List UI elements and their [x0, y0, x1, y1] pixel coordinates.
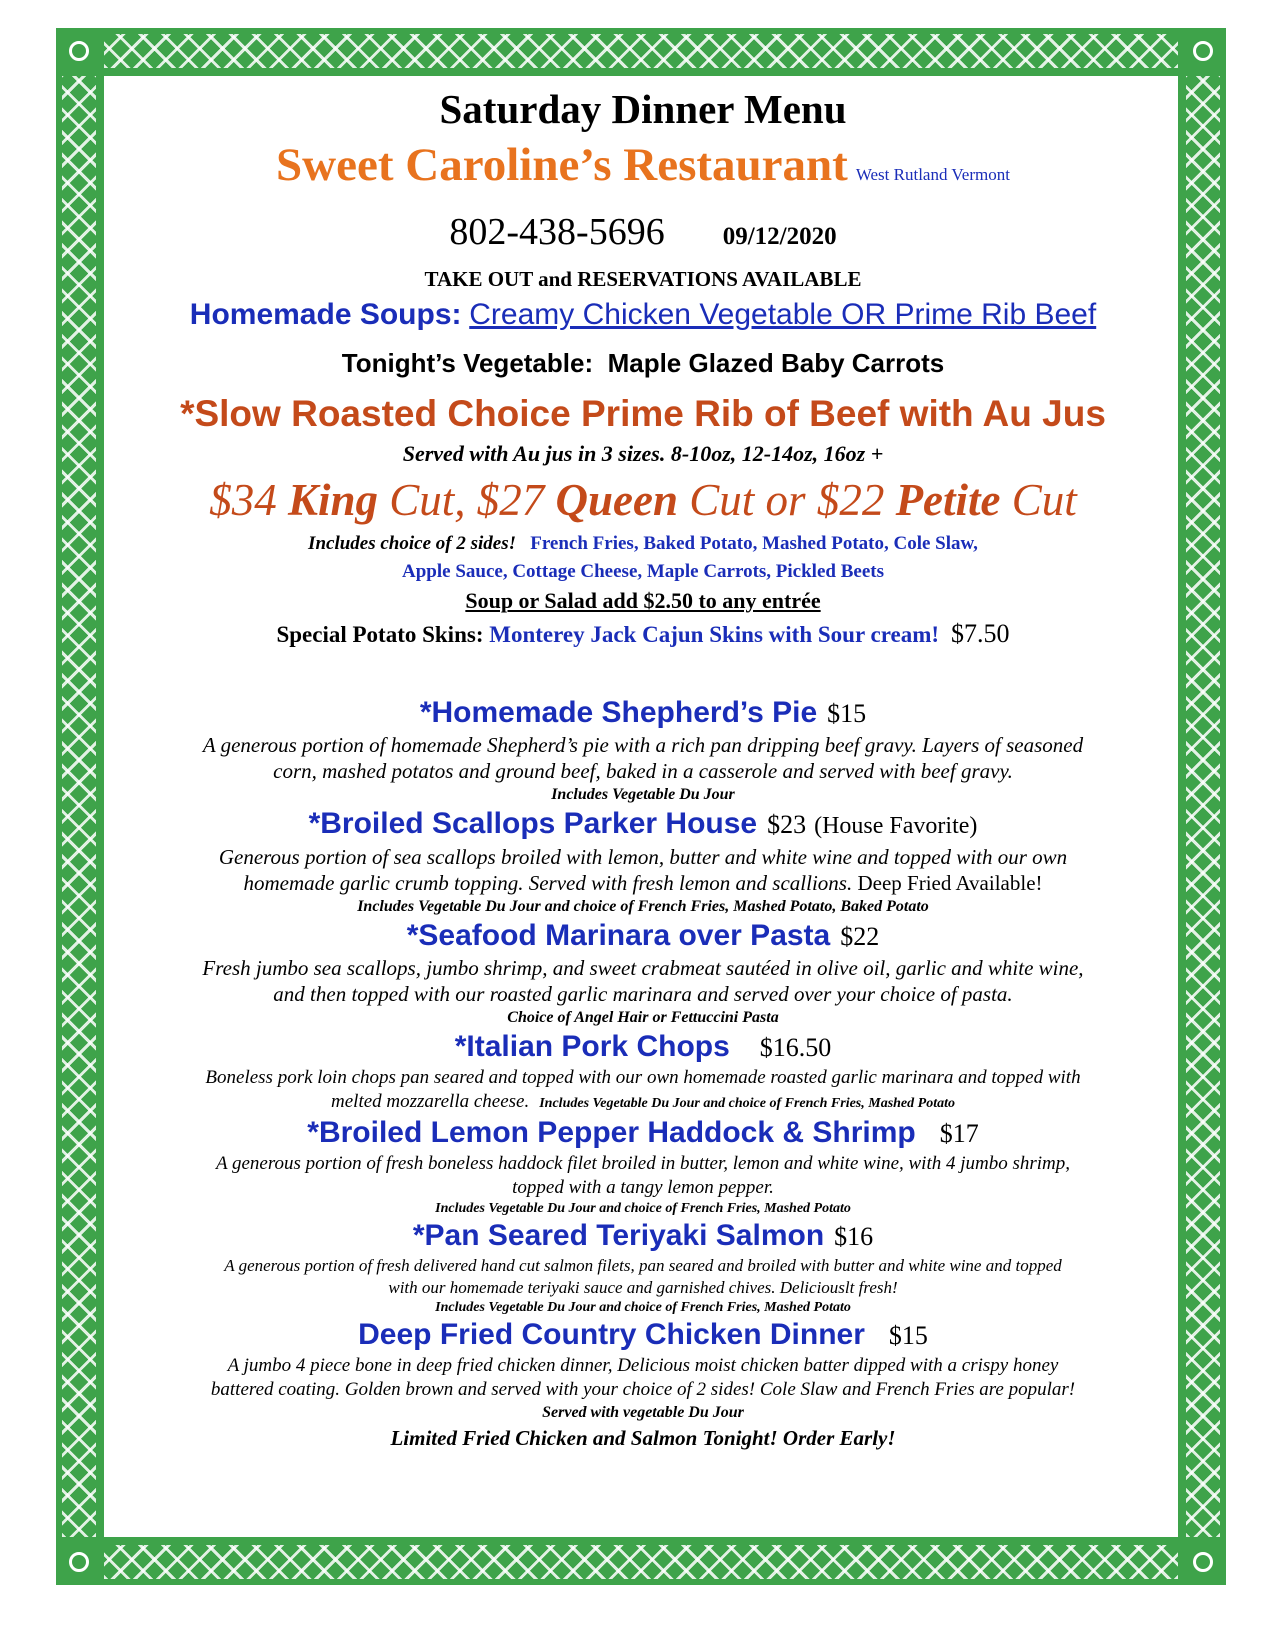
corner-ornament-icon [1186, 1545, 1220, 1579]
item-description: Boneless pork loin chops pan seared and topped with our own homemade roasted garlic marinara and topped with [205, 1067, 1081, 1088]
item-includes: Choice of Angel Hair or Fettuccini Pasta [507, 1009, 779, 1026]
cut-word: Cut [1011, 475, 1077, 525]
item-name: *Seafood Marinara over Pasta [406, 919, 831, 952]
item-includes: Includes Vegetable Du Jour and choice of French Fries, Mashed Potato [435, 1201, 851, 1216]
item-name: *Broiled Lemon Pepper Haddock & Shrimp [307, 1116, 916, 1149]
item-description: Fresh jumbo sea scallops, jumbo shrimp, and sweet crabmeat sautéed in olive oil, garlic and white wine, [202, 956, 1084, 980]
item-description: topped with a tangy lemon pepper. [512, 1177, 774, 1198]
soups-row [104, 293, 1182, 336]
sides-list-2: Apple Sauce, Cottage Cheese, Maple Carrots, Pickled Beets [402, 561, 884, 582]
sides-line-1 [104, 530, 1182, 558]
border-braid-top [104, 34, 1178, 68]
item-description: A generous portion of fresh boneless haddock filet broiled in butter, lemon and white wine, with 4 jumbo shrimp, [215, 1153, 1071, 1174]
item-name: *Homemade Shepherd’s Pie [419, 696, 818, 729]
menu-date: 09/12/2020 [722, 223, 837, 250]
item-price: $15 [827, 699, 867, 728]
item-includes: Includes Vegetable Du Jour [551, 786, 735, 803]
soups-label: Homemade Soups: [189, 298, 462, 331]
item-description: A generous portion of homemade Shepherd’s pie with a rich pan dripping beef gravy. Layers of seasoned [202, 733, 1084, 757]
item-description: and then topped with our roasted garlic marinara and served over your choice of pasta. [273, 982, 1013, 1006]
item-description: Generous portion of sea scallops broiled with lemon, butter and white wine and topped with our own [218, 845, 1068, 869]
item-price: $15 [888, 1321, 928, 1350]
restaurant-name: Sweet Caroline’s Restaurant [276, 139, 848, 191]
item-note: (House Favorite) [814, 813, 978, 839]
petite-price: $22 [816, 475, 885, 525]
prime-rib-prices [104, 470, 1182, 530]
soups-value: Creamy Chicken Vegetable OR Prime Rib Beef [469, 298, 1097, 331]
item-includes: Includes Vegetable Du Jour and choice of French Fries, Mashed Potato [435, 1300, 851, 1315]
prime-rib-title: *Slow Roasted Choice Prime Rib of Beef with Au Jus [180, 393, 1106, 434]
item-price: $17 [939, 1119, 979, 1148]
item-name: *Pan Seared Teriyaki Salmon [412, 1219, 825, 1252]
menu-item [104, 1218, 1182, 1317]
king-price: $34 [209, 475, 277, 525]
sides-list-1: French Fries, Baked Potato, Mashed Potato, Cole Slaw, [530, 533, 978, 554]
cut-word: Cut [689, 475, 755, 525]
item-description: corn, mashed potatos and ground beef, baked in a casserole and served with beef gravy. [273, 759, 1013, 783]
menu-content [104, 82, 1182, 1452]
item-description [104, 1090, 1182, 1115]
item-price: $16.50 [759, 1033, 832, 1062]
item-includes: Served with vegetable Du Jour [542, 1404, 744, 1421]
corner-ornament-icon [62, 34, 96, 68]
item-description-part: melted mozzarella cheese. [331, 1091, 530, 1112]
potato-skins-price: $7.50 [951, 619, 1010, 648]
item-description: battered coating. Golden brown and served with your choice of 2 sides! Cole Slaw and French Fries are popular! [210, 1379, 1076, 1400]
item-description: with our homemade teriyaki sauce and garnished chives. Deliciouslt fresh! [388, 1278, 898, 1297]
item-description: A jumbo 4 piece bone in deep fried chicken dinner, Delicious moist chicken batter dipped with a crispy honey [227, 1355, 1059, 1376]
sides-intro: Includes choice of 2 sides! [308, 533, 516, 554]
menu-item [104, 1029, 1182, 1115]
potato-skins-label: Special Potato Skins: [276, 622, 484, 647]
prime-rib-subtitle: Served with Au jus in 3 sizes. 8-10oz, 12-14oz, 16oz + [402, 441, 884, 466]
potato-skins-value: Monterey Jack Cajun Skins with Sour cream! [489, 622, 940, 647]
item-description: A generous portion of fresh delivered hand cut salmon filets, pan seared and broiled with butter and white wine and topped [224, 1256, 1062, 1275]
phone-number: 802-438-5696 [449, 211, 665, 253]
border-braid-right [1186, 76, 1220, 1537]
item-price: $16 [834, 1222, 874, 1251]
soup-salad-note: Soup or Salad add $2.50 to any entrée [465, 588, 821, 613]
item-name: *Italian Pork Chops [454, 1030, 730, 1063]
restaurant-row [104, 136, 1182, 205]
queen-label: Queen [555, 475, 679, 525]
menu-item [104, 695, 1182, 806]
entree-list [104, 695, 1182, 1452]
item-name: *Broiled Scallops Parker House [308, 807, 758, 840]
petite-label: Petite [895, 475, 1001, 525]
menu-item [104, 1317, 1182, 1424]
vegetable-label: Tonight’s Vegetable: [341, 348, 594, 378]
closing-note: Limited Fried Chicken and Salmon Tonight! Order Early! [390, 1426, 896, 1450]
restaurant-location: West Rutland Vermont [855, 165, 1010, 184]
item-price: $23 [767, 810, 807, 839]
menu-item [104, 918, 1182, 1029]
deep-fried-note: Deep Fried Available! [857, 871, 1043, 895]
border-braid-bottom [104, 1545, 1178, 1579]
menu-item [104, 806, 1182, 918]
vegetable-value: Maple Glazed Baby Carrots [607, 348, 945, 378]
corner-ornament-icon [62, 1545, 96, 1579]
contact-row [104, 207, 1182, 265]
separator: , [454, 475, 466, 525]
sides-line-2 [104, 558, 1182, 586]
item-includes: Includes Vegetable Du Jour and choice of French Fries, Mashed Potato [539, 1096, 955, 1111]
border-braid-left [62, 76, 96, 1537]
corner-ornament-icon [1186, 34, 1220, 68]
queen-price: $27 [476, 475, 545, 525]
item-price: $22 [840, 922, 880, 951]
vegetable-row [104, 336, 1182, 390]
item-description-part: homemade garlic crumb topping. Served with fresh lemon and scallions. [243, 871, 853, 895]
item-name: Deep Fried Country Chicken Dinner [358, 1318, 865, 1351]
or-word: or [765, 475, 806, 525]
page-title: Saturday Dinner Menu [439, 86, 847, 132]
menu-item [104, 1115, 1182, 1218]
item-includes: Includes Vegetable Du Jour and choice of French Fries, Mashed Potato, Baked Potato [357, 898, 929, 915]
king-label: King [287, 475, 378, 525]
cut-word: Cut [389, 475, 455, 525]
potato-skins-row [104, 616, 1182, 653]
item-description [104, 870, 1182, 896]
takeout-notice: TAKE OUT and RESERVATIONS AVAILABLE [424, 267, 862, 291]
